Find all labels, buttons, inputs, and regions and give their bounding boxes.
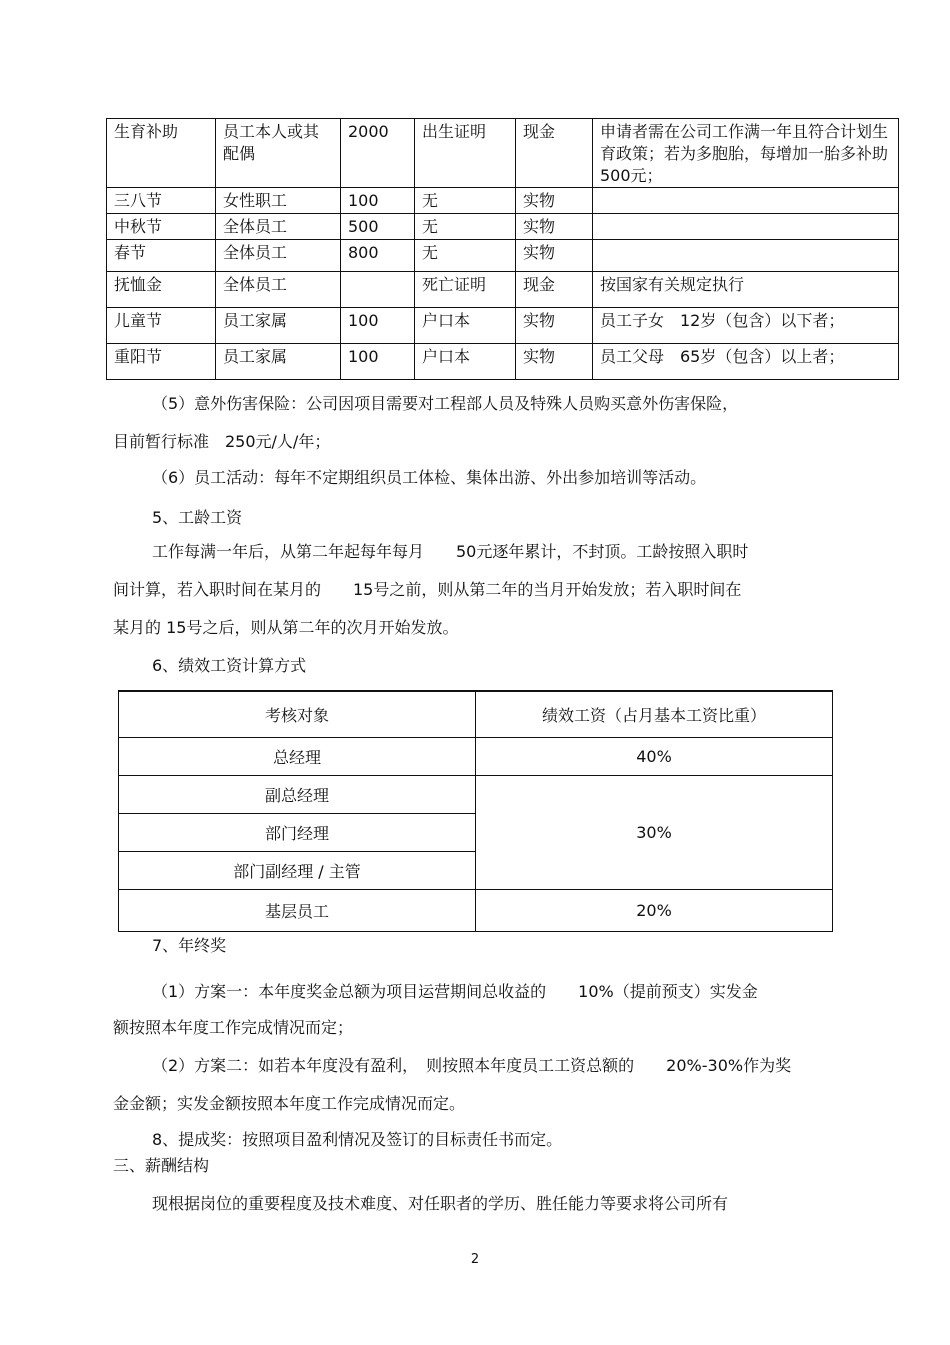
benefit-proof: 无 [415, 188, 516, 214]
perf-row-mid-pct: 30% [476, 775, 833, 889]
benefit-proof: 户口本 [415, 308, 516, 344]
perf-row-dm: 部门经理 [119, 813, 476, 851]
para-seniority-3: 某月的 15号之后，则从第二年的次月开始发放。 [113, 618, 459, 637]
para-accident-insurance-2: 目前暂行标准 250元/人/年； [113, 432, 331, 451]
benefits-row [107, 308, 899, 344]
benefit-item: 儿童节 [107, 308, 216, 344]
benefit-amount: 100 [341, 188, 415, 214]
benefit-note [593, 214, 899, 240]
benefit-proof: 出生证明 [415, 119, 516, 188]
benefit-note: 员工父母 65岁（包含）以上者； [593, 344, 899, 380]
perf-row-gm-pct: 40% [476, 737, 833, 775]
benefits-table [106, 118, 905, 380]
para-bonus-plan1-2: 额按照本年度工作完成情况而定； [113, 1018, 354, 1037]
benefit-target: 女性职工 [216, 188, 341, 214]
benefit-item: 生育补助 [107, 119, 216, 188]
benefit-amount: 2000 [341, 119, 415, 188]
benefit-item: 三八节 [107, 188, 216, 214]
benefit-note: 申请者需在公司工作满一年且符合计划生育政策；若为多胞胎，每增加一胎多补助 500元； [593, 119, 899, 188]
benefit-form: 实物 [516, 308, 593, 344]
benefits-row [107, 344, 899, 380]
heading-year-end-bonus: 7、年终奖 [152, 936, 227, 955]
benefit-proof: 无 [415, 214, 516, 240]
para-employee-activities: （6）员工活动：每年不定期组织员工体检、集体出游、外出参加培训等活动。 [152, 468, 707, 487]
benefit-amount: 100 [341, 308, 415, 344]
benefit-item: 中秋节 [107, 214, 216, 240]
benefit-target: 全体员工 [216, 240, 341, 272]
heading-commission: 8、提成奖：按照项目盈利情况及签订的目标责任书而定。 [152, 1130, 563, 1149]
perf-row-vgm: 副总经理 [119, 775, 476, 813]
benefits-row [107, 214, 899, 240]
heading-performance-pay: 6、绩效工资计算方式 [152, 656, 307, 675]
para-seniority-2: 间计算，若入职时间在某月的 15号之前，则从第二年的当月开始发放；若入职时间在 [113, 580, 742, 599]
benefit-item: 重阳节 [107, 344, 216, 380]
benefit-target: 全体员工 [216, 214, 341, 240]
perf-header-target: 考核对象 [119, 691, 476, 737]
benefit-proof: 户口本 [415, 344, 516, 380]
benefits-row [107, 188, 899, 214]
para-bonus-plan1-1: （1）方案一：本年度奖金总额为项目运营期间总收益的 10%（提前预支）实发金 [152, 982, 758, 1001]
para-seniority-1: 工作每满一年后，从第二年起每年每月 50元逐年累计，不封顶。工龄按照入职时 [152, 542, 749, 561]
benefit-note: 按国家有关规定执行 [593, 272, 899, 308]
benefit-amount: 100 [341, 344, 415, 380]
benefit-proof: 无 [415, 240, 516, 272]
benefit-form: 现金 [516, 119, 593, 188]
benefits-row [107, 119, 899, 188]
page-number: 2 [470, 1252, 480, 1267]
benefit-target: 全体员工 [216, 272, 341, 308]
benefit-target: 员工家属 [216, 344, 341, 380]
benefit-amount: 800 [341, 240, 415, 272]
benefit-form: 实物 [516, 188, 593, 214]
perf-row-staff: 基层员工 [119, 889, 476, 931]
perf-row-ddm: 部门副经理 / 主管 [119, 851, 476, 889]
performance-table [118, 690, 833, 932]
perf-row-gm: 总经理 [119, 737, 476, 775]
benefit-item: 春节 [107, 240, 216, 272]
benefit-target: 员工本人或其配偶 [216, 119, 341, 188]
perf-header-ratio: 绩效工资（占月基本工资比重） [476, 691, 833, 737]
para-accident-insurance-1: （5）意外伤害保险：公司因项目需要对工程部人员及特殊人员购买意外伤害保险， [152, 394, 739, 413]
perf-row-staff-pct: 20% [476, 889, 833, 931]
para-bonus-plan2-1: （2）方案二：如若本年度没有盈利， 则按照本年度员工工资总额的 20%-30%作为奖 [152, 1056, 792, 1075]
benefit-form: 实物 [516, 344, 593, 380]
benefit-form: 实物 [516, 214, 593, 240]
benefit-item: 抚恤金 [107, 272, 216, 308]
benefit-form: 实物 [516, 240, 593, 272]
benefit-form: 现金 [516, 272, 593, 308]
benefits-row [107, 240, 899, 272]
heading-seniority-pay: 5、工龄工资 [152, 508, 243, 527]
benefit-amount: 500 [341, 214, 415, 240]
benefit-proof: 死亡证明 [415, 272, 516, 308]
benefit-note: 员工子女 12岁（包含）以下者； [593, 308, 899, 344]
benefit-amount [341, 272, 415, 308]
para-salary-structure: 现根据岗位的重要程度及技术难度、对任职者的学历、胜任能力等要求将公司所有 [152, 1194, 729, 1213]
benefit-note [593, 188, 899, 214]
para-bonus-plan2-2: 金金额；实发金额按照本年度工作完成情况而定。 [113, 1094, 466, 1113]
benefit-target: 员工家属 [216, 308, 341, 344]
heading-salary-structure: 三、薪酬结构 [113, 1156, 210, 1175]
benefit-note [593, 240, 899, 272]
benefits-row [107, 272, 899, 308]
